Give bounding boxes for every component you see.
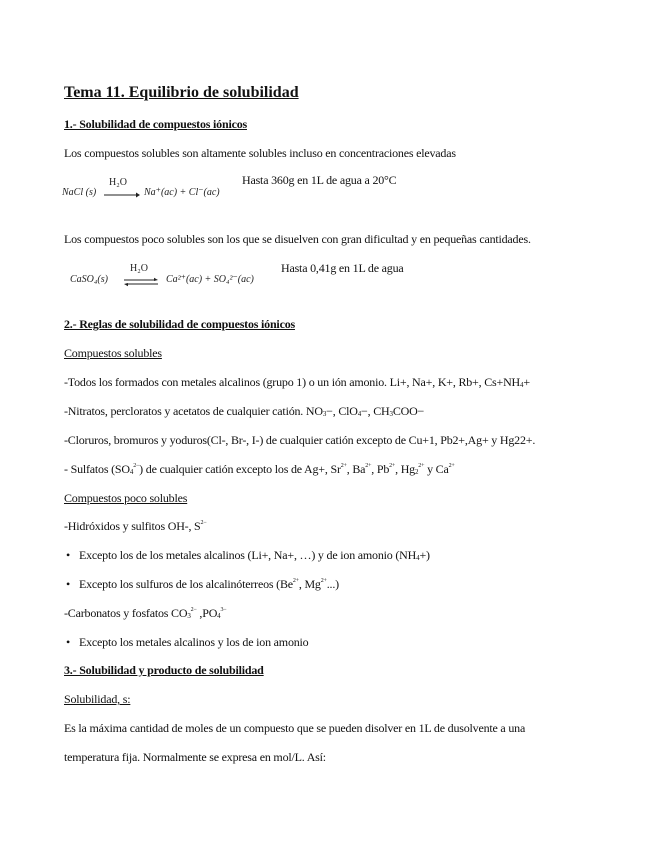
bullet-alkali-exception: • Excepto los de los metales alcalinos (Li+, Na+, …) y de ion amonio $(NH_4+)$ xyxy=(66,548,430,562)
paragraph-solubility-definition: Es la máxima cantidad de moles de un compuesto que se pueden disolver en 1L de dusolvente a una xyxy=(64,721,526,735)
bullet-icon: • xyxy=(66,577,71,591)
subheading-solubility: Solubilidad, s: xyxy=(64,692,131,706)
equation-nacl-products: Na⁺(ac) + Cl⁻(ac) xyxy=(144,187,220,198)
subheading-soluble: Compuestos solubles xyxy=(64,346,162,360)
equation-caso4-solvent-label: H₂O xyxy=(130,263,148,274)
bullet-icon: • xyxy=(66,548,71,562)
bullet-sulfide-exception: • Excepto los sulfuros de los alcalinóterreos ($Be^{2+}$, $Mg^{2+}$...) xyxy=(66,577,339,591)
equation-caso4-products: Ca²⁺(ac) + SO₄²⁻(ac) xyxy=(166,274,254,285)
paragraph-poorly-soluble-compounds: Los compuestos poco solubles son los que se disuelven con gran dificultad y en pequeñas cantidades. xyxy=(64,232,531,246)
equilibrium-arrow-icon xyxy=(124,277,158,287)
subheading-poorly-soluble: Compuestos poco solubles xyxy=(64,491,188,505)
section-1-heading: 1.- Solubilidad de compuestos iónicos xyxy=(64,117,247,131)
equation-nacl-reactant: NaCl (s) xyxy=(62,187,97,198)
page-title: Tema 11. Equilibrio de solubilidad xyxy=(64,84,299,101)
rule-hydroxides: -Hidróxidos y sulfitos OH-, $S^{2-}$ xyxy=(64,519,207,533)
rule-alkali-metals: -Todos los formados con metales alcalinos (grupo 1) o un ión amonio. Li+, Na+, K+, Rb+, $Cs+NH_4+$ xyxy=(64,375,530,389)
section-2-heading: 2.- Reglas de solubilidad de compuestos iónicos xyxy=(64,317,295,331)
paragraph-solubility-units: temperatura fija. Normalmente se expresa en mol/L. Así: xyxy=(64,750,326,764)
rule-carbonates: -Carbonatos y fosfatos $CO_3^{2-}$ $,PO_4^{3-}$ xyxy=(64,606,227,620)
bullet-icon: • xyxy=(66,635,71,649)
rule-sulfates: - Sulfatos $(SO_4^{2-})$ de cualquier catión excepto los de Ag+, $Sr^{2+}$, $Ba^{2+}$, $Pb^{2+}$, $Hg_2^{2+}$ y $Ca^{2+}$ xyxy=(64,462,455,476)
equation-nacl-solvent-label: H₂O xyxy=(109,177,127,188)
equation-nacl-note: Hasta 360g en 1L de agua a 20°C xyxy=(242,173,397,187)
reaction-arrow-icon xyxy=(104,192,140,198)
paragraph-soluble-compounds: Los compuestos solubles son altamente solubles incluso en concentraciones elevadas xyxy=(64,146,456,160)
bullet-carbonate-exception: • Excepto los metales alcalinos y los de ion amonio xyxy=(66,635,309,649)
section-3-heading: 3.- Solubilidad y producto de solubilidad xyxy=(64,663,264,677)
rule-halides: -Cloruros, bromuros y yoduros(Cl-, Br-, I-) de cualquier catión excepto de Cu+1, Pb2+,Ag+ y Hg22+. xyxy=(64,433,536,447)
equation-caso4-note: Hasta 0,41g en 1L de agua xyxy=(281,261,404,275)
equation-caso4-reactant: CaSO₄(s) xyxy=(70,274,108,285)
rule-nitrates: -Nitratos, percloratos y acetatos de cualquier catión. $NO_3-$, ClO$_4$−, $CH_3COO-$ xyxy=(64,404,425,418)
